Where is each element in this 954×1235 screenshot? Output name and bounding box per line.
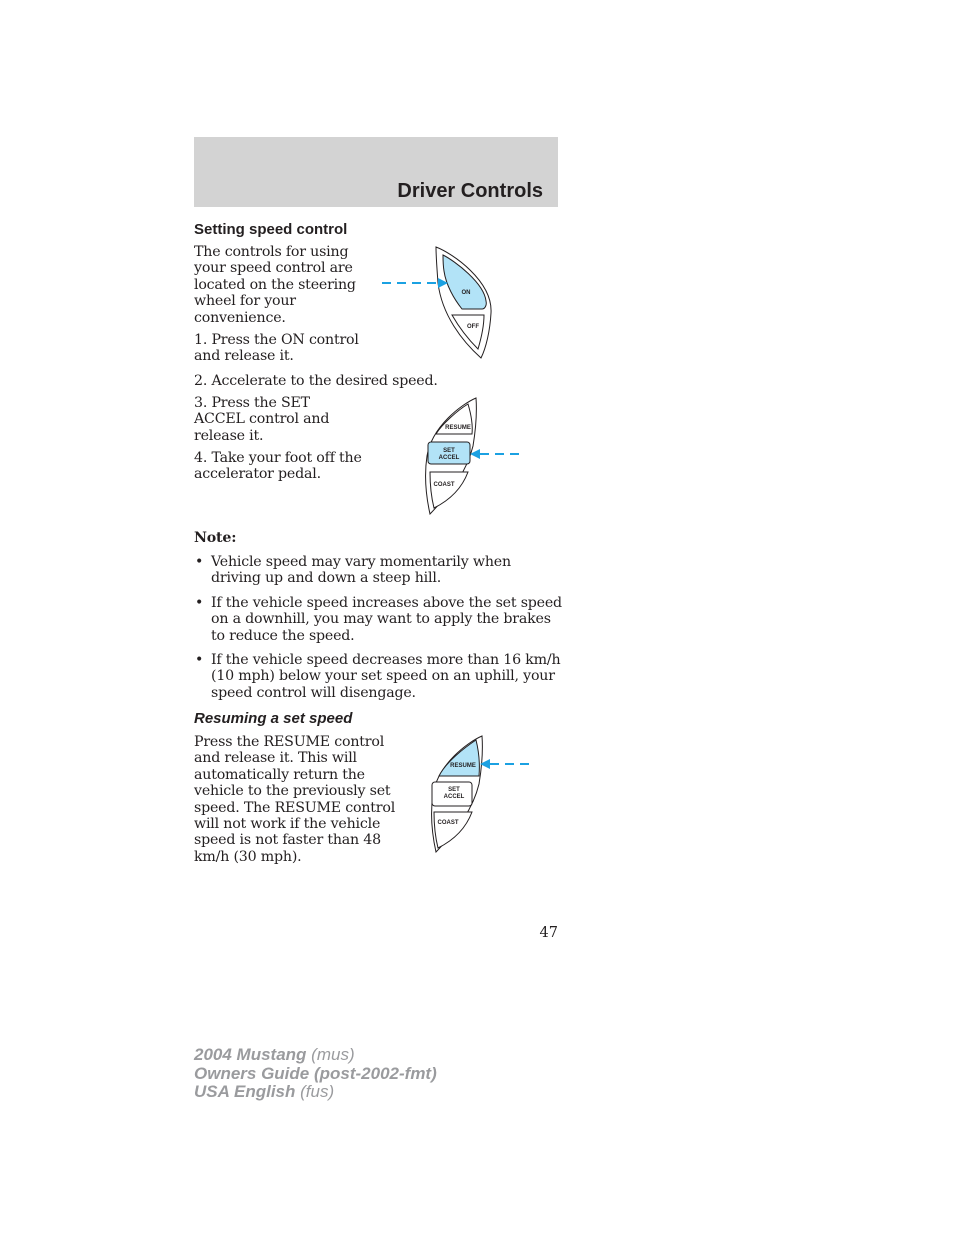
page-number: 47 xyxy=(539,925,558,941)
set-label: SET xyxy=(443,448,455,454)
resume-button xyxy=(439,740,479,776)
step-1: 1. Press the ON control and release it. xyxy=(194,332,359,365)
resume-paragraph: Press the RESUME control and release it. This will automatically return the vehicle to the previously set speed. The RESUME control will not work if the vehicle speed is not faster than 48 km/h (30 mph). xyxy=(194,734,396,865)
note-label: Note: xyxy=(194,530,237,546)
intro-paragraph: The controls for using your speed control are located on the steering wheel for your convenience. xyxy=(194,244,356,326)
section-title: Driver Controls xyxy=(397,180,543,202)
bullet-icon: • xyxy=(195,652,204,669)
bullet-icon: • xyxy=(195,594,204,611)
document-footer xyxy=(194,1046,437,1102)
set-accel-switch-illustration xyxy=(422,396,528,516)
footer-language-code: (fus) xyxy=(300,1082,335,1101)
heading-resuming-set-speed: Resuming a set speed xyxy=(194,710,353,727)
step-2: 2. Accelerate to the desired speed. xyxy=(194,373,438,389)
footer-line-1 xyxy=(194,1046,437,1065)
footer-line-3 xyxy=(194,1083,437,1102)
off-label: OFF xyxy=(467,324,479,330)
step-3: 3. Press the SET ACCEL control and release it. xyxy=(194,395,330,444)
bullet-text: If the vehicle speed decreases more than 16 km/h (10 mph) below your set speed on an uphill, your speed control will disengage. xyxy=(211,652,561,701)
section-header xyxy=(194,137,558,207)
coast-button xyxy=(430,472,468,508)
resume-switch-illustration xyxy=(428,734,538,854)
coast-button xyxy=(434,812,472,848)
list-item xyxy=(194,595,564,644)
heading-setting-speed-control: Setting speed control xyxy=(194,221,348,238)
resume-label: RESUME xyxy=(450,763,476,769)
bullet-text: Vehicle speed may vary momentarily when driving up and down a steep hill. xyxy=(211,554,511,587)
on-label: ON xyxy=(461,290,471,296)
resume-label: RESUME xyxy=(445,425,471,431)
accel-label: ACCEL xyxy=(438,455,460,461)
bullet-icon: • xyxy=(195,554,204,570)
footer-model-code: (mus) xyxy=(311,1045,355,1064)
accel-label: ACCEL xyxy=(443,794,465,800)
step-4: 4. Take your foot off the accelerator pedal. xyxy=(194,450,362,483)
coast-label: COAST xyxy=(433,482,455,488)
footer-language: USA English xyxy=(194,1082,296,1101)
list-item xyxy=(194,652,564,701)
footer-model: 2004 Mustang xyxy=(194,1045,307,1064)
coast-label: COAST xyxy=(437,820,459,826)
set-label: SET xyxy=(448,787,460,793)
on-off-switch-illustration xyxy=(380,243,495,361)
note-bullet-list xyxy=(194,554,564,709)
list-item xyxy=(194,554,564,587)
footer-line-2 xyxy=(194,1065,437,1084)
bullet-text: If the vehicle speed increases above the set speed on a downhill, you may want to apply the brakes to reduce the speed. xyxy=(211,594,562,644)
footer-guide: Owners Guide (post-2002-fmt) xyxy=(194,1063,437,1083)
